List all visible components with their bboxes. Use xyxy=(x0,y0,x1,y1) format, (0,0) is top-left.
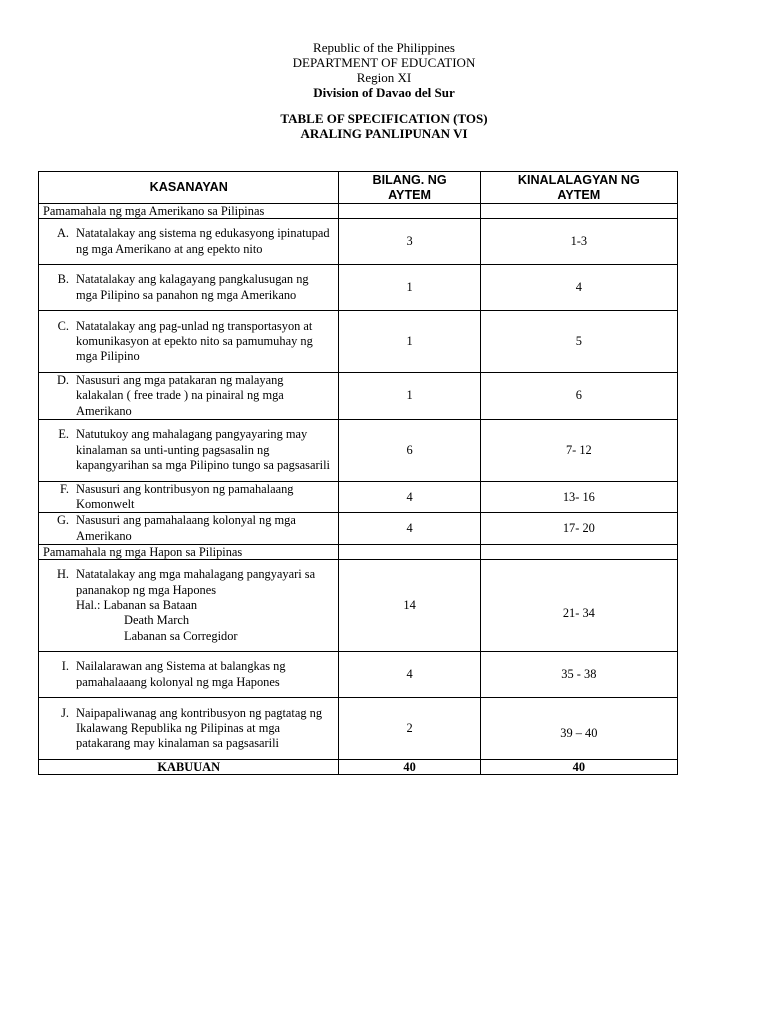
total-count: 40 xyxy=(339,760,480,775)
item-count: 2 xyxy=(339,698,480,760)
empty-cell xyxy=(480,545,677,560)
item-count: 1 xyxy=(339,265,480,311)
total-placement: 40 xyxy=(480,760,677,775)
item-text: Naipapaliwanag ang kontribusyon ng pagtatag ng Ikalawang Republika ng Pilipinas at mga patakarang may kinalaman sa pagsasarili xyxy=(76,705,323,751)
specification-table xyxy=(38,171,678,775)
item-count: 1 xyxy=(339,373,480,420)
item-letter: H. xyxy=(56,567,69,582)
item-text: Nasusuri ang mga patakaran ng malayang kalakalan ( free trade ) na pinairal ng mga Amerikano xyxy=(76,373,284,418)
item-count: 3 xyxy=(339,219,480,265)
item-placement: 17- 20 xyxy=(480,513,677,545)
item-placement: 39 – 40 xyxy=(480,698,677,760)
empty-cell xyxy=(339,204,480,219)
section-amerikano: Pamamahala ng mga Amerikano sa Pilipinas xyxy=(39,204,339,219)
header-department: DEPARTMENT OF EDUCATION xyxy=(292,55,476,70)
item-letter: G. xyxy=(56,513,69,528)
table-row xyxy=(39,560,678,652)
item-example: Labanan sa Corregidor xyxy=(124,628,238,643)
header-division: Division of Davao del Sur xyxy=(313,85,455,100)
table-row xyxy=(39,265,678,311)
item-example: Hal.: Labanan sa Bataan xyxy=(76,597,198,612)
table-row xyxy=(39,513,678,545)
item-text: Natatalakay ang sistema ng edukasyong ipinatupad ng mga Amerikano at ang epekto nito xyxy=(76,226,330,256)
item-text: Natutukoy ang mahalagang pangyayaring may kinalaman sa unti-unting pagsasalin ng kapangyarihan sa mga Pilipino tungo sa pagsasarili xyxy=(76,427,330,473)
table-row xyxy=(39,311,678,373)
item-placement: 13- 16 xyxy=(480,481,677,513)
item-count: 4 xyxy=(339,481,480,513)
table-row xyxy=(39,652,678,698)
item-placement: 4 xyxy=(480,265,677,311)
item-text: Nailalarawan ang Sistema at balangkas ng pamahalaaang kolonyal ng mga Hapones xyxy=(76,659,286,689)
table-row xyxy=(39,219,678,265)
empty-cell xyxy=(480,204,677,219)
item-placement: 1-3 xyxy=(480,219,677,265)
item-placement: 21- 34 xyxy=(480,560,677,652)
total-label: KABUUAN xyxy=(39,760,339,775)
item-letter: J. xyxy=(61,705,69,720)
table-header-row xyxy=(39,172,678,204)
item-letter: C. xyxy=(57,318,69,333)
item-letter: E. xyxy=(58,427,69,442)
header-region: Region XI xyxy=(356,70,412,85)
item-example: Death March xyxy=(124,613,190,628)
item-text: Natatalakay ang pag-unlad ng transportasyon at komunikasyon at epekto nito sa pamumuhay ng mga Pilipino xyxy=(76,318,313,364)
table-row xyxy=(39,419,678,481)
total-row xyxy=(39,760,678,775)
item-text: Nasusuri ang kontribusyon ng pamahalaang Komonwelt xyxy=(76,481,294,512)
section-row xyxy=(39,204,678,219)
column-header-bilang: BILANG. NG AYTEM xyxy=(339,172,480,204)
item-count: 6 xyxy=(339,419,480,481)
item-text: Nasusuri ang pamahalaang kolonyal ng mga Amerikano xyxy=(76,513,296,543)
item-letter: B. xyxy=(57,272,69,287)
title-tos: TABLE OF SPECIFICATION (TOS) xyxy=(280,111,488,126)
item-placement: 6 xyxy=(480,373,677,420)
item-placement: 7- 12 xyxy=(480,419,677,481)
table-row xyxy=(39,373,678,420)
item-letter: F. xyxy=(60,481,69,496)
column-header-kasanayan: KASANAYAN xyxy=(39,172,339,204)
section-row xyxy=(39,545,678,560)
item-count: 1 xyxy=(339,311,480,373)
item-count: 4 xyxy=(339,652,480,698)
item-letter: A. xyxy=(56,226,69,241)
item-count: 4 xyxy=(339,513,480,545)
table-row xyxy=(39,698,678,760)
item-letter: I. xyxy=(61,659,69,674)
item-text: Natatalakay ang kalagayang pangkalusugan ng mga Pilipino sa panahon ng mga Amerikano xyxy=(76,272,309,302)
section-hapon: Pamamahala ng mga Hapon sa Pilipinas xyxy=(39,545,339,560)
document-header xyxy=(0,40,768,100)
document-title xyxy=(0,111,768,141)
empty-cell xyxy=(339,545,480,560)
item-letter: D. xyxy=(56,373,69,387)
table-row xyxy=(39,481,678,513)
header-republic: Republic of the Philippines xyxy=(313,40,455,55)
item-placement: 5 xyxy=(480,311,677,373)
title-subject: ARALING PANLIPUNAN VI xyxy=(300,126,468,141)
item-count: 14 xyxy=(339,560,480,652)
item-placement: 35 - 38 xyxy=(480,652,677,698)
column-header-kinalalagyan: KINALALAGYAN NG AYTEM xyxy=(480,172,677,204)
item-text: Natatalakay ang mga mahalagang pangyayari sa pananakop ng mga Hapones xyxy=(76,567,316,597)
